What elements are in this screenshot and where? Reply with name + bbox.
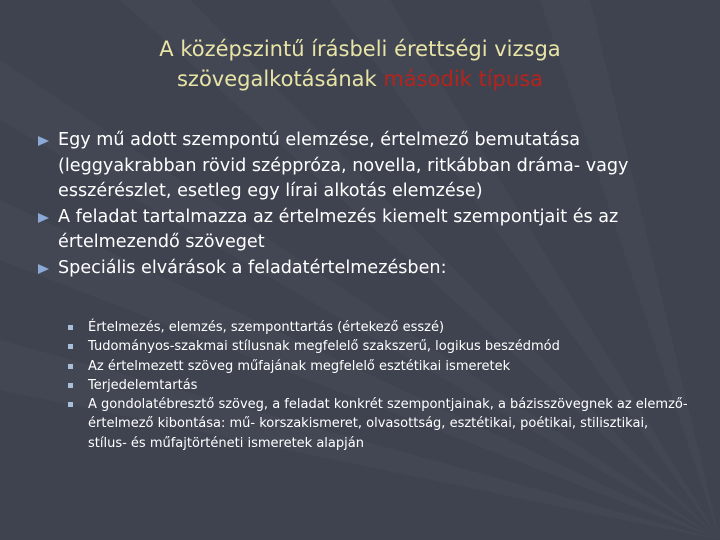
bullet-text: A feladat tartalmazza az értelmezés kiemelt szempontjait és az értelmezendő szöveget [58,206,619,252]
sub-bullet-item [68,357,688,376]
bullet-text: Speciális elvárások a feladatértelmezésben: [58,257,447,278]
sub-bullet-text: Tudományos-szakmai stílusnak megfelelő szakszerű, logikus beszédmód [88,339,560,355]
bullet-item [38,256,698,282]
bullet-item [38,205,698,256]
triangle-arrow-icon [38,264,49,274]
title-line-1: A középszintű írásbeli érettségi vizsga [159,37,561,61]
sub-bullet-item [68,376,688,395]
sub-bullet-item [68,318,688,337]
sub-bullet-text: Értelmezés, elemzés, szemponttartás (értekező esszé) [88,320,445,335]
title-line-2-accent: második típusa [383,67,544,91]
square-bullet-icon [68,364,73,369]
sub-bullet-item [68,337,688,356]
title-line-2 [40,64,680,94]
square-bullet-icon [68,344,73,349]
title-line-2-main: szövegalkotásának [176,67,384,91]
sub-bullet-text: A gondolatébresztő szöveg, a feladat konkrét szempontjainak, a bázisszövegnek az elemző-értelmező kibontása: mű- korszakismeret, olvasottság, esztétikai, poétikai, stilisztikai, stílus- és műfajtörténeti ismeretek alapján [88,397,688,451]
bullet-text: Egy mű adott szempontú elemzése, értelmező bemutatása (leggyakrabban rövid széppróza, novella, ritkábban dráma- vagy esszérészlet, esetleg egy lírai alkotás elemzése) [58,130,629,201]
square-bullet-icon [68,402,73,407]
slide-title [40,34,680,94]
sub-bullet-text: Az értelmezett szöveg műfajának megfelelő esztétikai ismeretek [88,358,511,374]
triangle-arrow-icon [38,213,49,223]
square-bullet-icon [68,325,73,330]
square-bullet-icon [68,383,73,388]
main-bullet-list [38,128,698,281]
triangle-arrow-icon [38,136,49,146]
sub-bullet-text: Terjedelemtartás [88,377,198,393]
sub-bullet-list [68,318,688,453]
sub-bullet-item [68,395,688,453]
bullet-item [38,128,698,205]
